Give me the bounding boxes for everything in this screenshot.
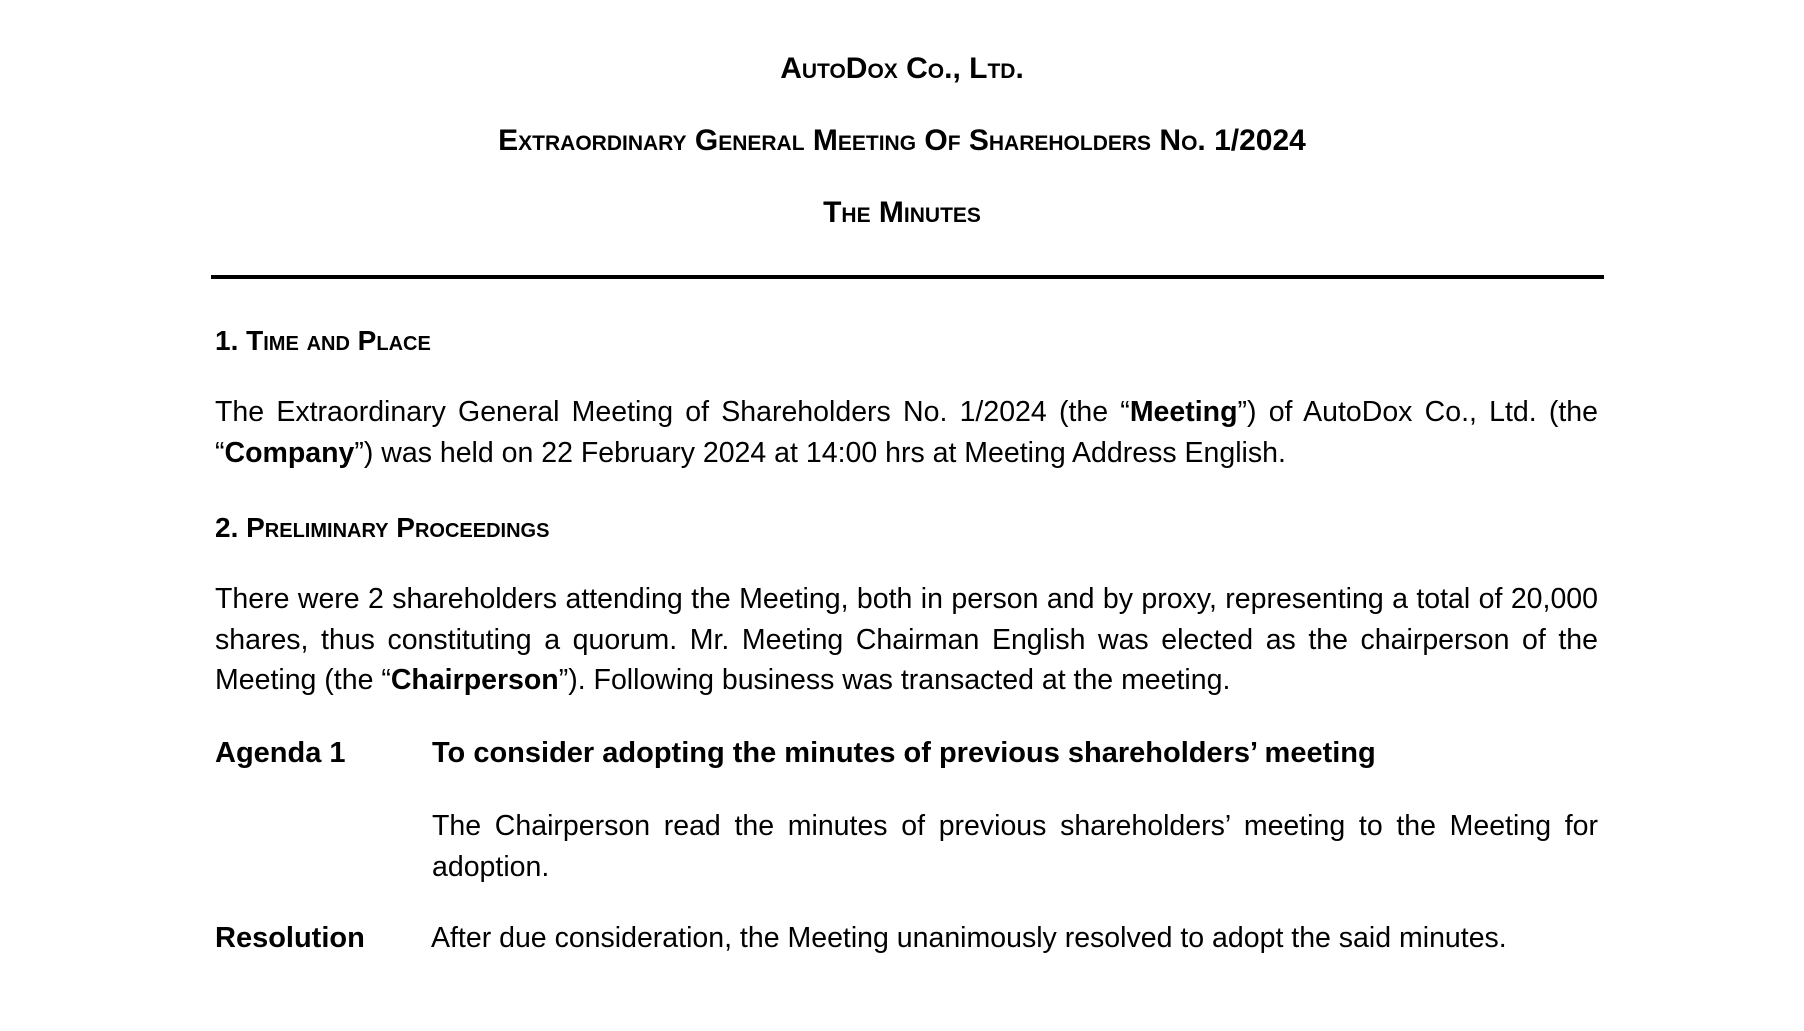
paragraph-text: ”) was held on 22 February 2024 at 14:00 hrs at Meeting Address English. [354,436,1286,469]
defined-term-company: Company [224,436,355,469]
defined-term-meeting: Meeting [1129,396,1238,428]
time-and-place-paragraph [215,392,1598,473]
agenda-label: Agenda 1 [215,737,346,769]
paragraph-text: ”). Following business was transacted at the meeting. [558,664,1231,696]
agenda-title: To consider adopting the minutes of previous shareholders’ meeting [432,737,1376,769]
header-divider [211,275,1604,279]
paragraph-text: There were 2 shareholders attending the Meeting, both in person and by proxy, representing a total of 20,000 shares, thus constituting a quorum. Mr. Meeting Chairman English was elected as the chairperson of the Meeting (the “ [215,583,1598,696]
paragraph-text: ”) of AutoDox Co., Ltd. (the “ [215,396,1599,469]
resolution-body: After due consideration, the Meeting unanimously resolved to adopt the said minutes. [431,922,1507,954]
resolution-label: Resolution [215,922,365,954]
document-title: The Minutes [823,196,981,229]
agenda-body: The Chairperson read the minutes of previous shareholders’ meeting to the Meeting for adoption. [432,810,1598,883]
section-heading-time-and-place: 1. Time and Place [215,325,431,356]
preliminary-proceedings-paragraph [215,579,1598,701]
section-heading-preliminary-proceedings: 2. Preliminary Proceedings [215,512,550,543]
company-name: AutoDox Co., Ltd. [780,52,1024,85]
paragraph-text: The Extraordinary General Meeting of Shareholders No. 1/2024 (the “ [215,396,1130,428]
defined-term-chairperson: Chairperson [390,664,559,696]
meeting-title: Extraordinary General Meeting Of Shareholders No. 1/2024 [498,124,1306,157]
